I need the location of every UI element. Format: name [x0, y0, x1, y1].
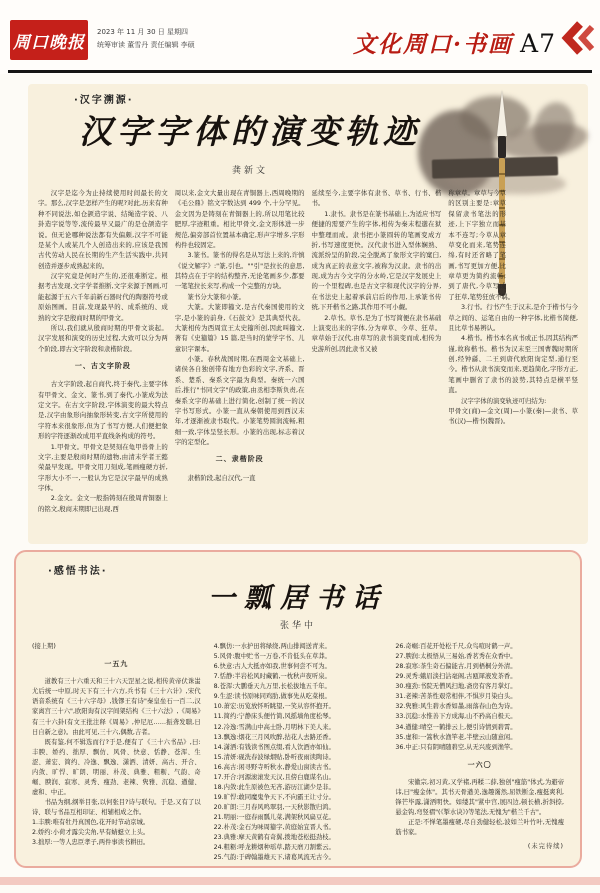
- article1-kicker: ·汉字溯源·: [74, 95, 134, 106]
- page-corner-chevron-icon: [562, 22, 594, 58]
- paragraph: 1.隶书。隶书是在篆书基础上,为适应书写便捷的需要产生的字体,相传为秦末程邈在狱中整理而成。隶书把小篆圆转的笔画变成方折,书写速度更快。汉代隶书进入型体娴熟、流派纷呈的阶段,完全脱离了象形文字的窠臼,成为真正的表意文字,被称为汉隶。隶书的出现,成为古今文字的分水岭,它是汉字发展史上的一个里程碑,也是古文字和现代汉字的分界,在书法史上起着承前启后的作用,上承篆书传统,下开楷书之路,其作用不可小觑。: [311, 209, 442, 312]
- staff-line: 统筹审读 董雪丹 责任编辑 李硕: [97, 41, 195, 50]
- paragraph-continued: 周以来,金文大量出现在青铜器上,西周晚期的《毛公鼎》铭文字数达到 499 个,十分罕见。金文因为是铸刻在青铜器上的,所以用笔比较肥厚,字迹粗重。相比甲骨文,金文形体进一步规范,偏旁部首位置基本确定,形声字增多,字形构件也较固定。: [174, 189, 305, 249]
- ink-stick: [432, 156, 558, 178]
- newspaper-header: [0, 0, 600, 74]
- header-rule: [8, 70, 592, 73]
- paragraph: 小篆。春秋战国时期,在西周金文基础上,诸侯各自独创带有地方色彩的文字,齐系、晋系、楚系、秦系文字最为典型。秦统一六国后,推行"书同文字"的政策,由丞相李斯负责,在秦系文字的基础上进行简化,创制了统一的汉字书写形式。小篆一直从秦朝使用到西汉末年,才逐渐被隶书取代。小篆笔势圆润流畅,粗细一致,字体呈竖长形。小篆的出现,标志着汉字的定型化。: [174, 355, 305, 446]
- paragraph: 3.行书。行书产生于汉末,是介于楷书与今草之间的、运笔自由的一种字体,比楷书简便,且比草书易辨认。: [448, 303, 578, 332]
- couplet-line: 22.朴茂:金石为味周籀字,黄庭始宜晋人书。: [213, 824, 335, 832]
- section-heading: 一五九: [104, 660, 129, 669]
- to-be-continued-note: (未完待续): [527, 843, 565, 851]
- section-heading: 二、隶楷阶段: [215, 455, 264, 464]
- article-hanzi-evolution: [28, 84, 588, 544]
- article2-column-1: [32, 642, 201, 856]
- paragraph: 汉字字体的演变轨迹可归结为:: [461, 396, 547, 405]
- continued-note: (接上期): [32, 643, 56, 650]
- article2-author: 张华中: [279, 621, 316, 631]
- couplet-line: 15.清妍:砚洗春波绿烟贴,卧听夜雨读陶诗。: [213, 753, 335, 761]
- couplet-line: 35.虚和:一篙秋水渔竿老,半壁云山随意闲。: [395, 733, 517, 741]
- couplet-line: 4.飘仿:一水护田将绿绕,两山排闼送青来。: [213, 643, 331, 650]
- couplet-line: 21.明丽:一庭春雨瓢儿菜,满架秋风扁豆花。: [213, 814, 335, 822]
- couplet-line: 27.腴润:太极悟从三易始,香茗秀在众香中。: [395, 653, 517, 661]
- couplet-line: 16.高古:闲寻野寺听秋水,静爱山窗读古书。: [213, 763, 335, 771]
- article1-body: [38, 188, 578, 536]
- couplet-line: 17.开合:河源滚滚发天汉,且傍白鹿谋名山。: [213, 773, 335, 781]
- paragraph-continued: 称章草。章草与今草的区别主要是:章草保留隶书笔法的形迹,上下字独立而基本不连写;今草从章草变化而来,笔势连绵,有时还省略了笔画,书写更加方便,比章草更为简约流畅;到了唐代,今草写成了狂草,笔势狂放不羁。: [448, 189, 515, 301]
- article2-column-2: [213, 642, 383, 862]
- couplet-line: 36.中正:只有阴晴随碧空,从无兴废到渔竿。: [395, 743, 517, 751]
- paragraph: 2.金文。金文一般指铸刻在殷周青铜器上的铭文,殷商末期即已出现,西: [38, 494, 168, 513]
- article1-title: 汉字字体的演变轨迹: [79, 112, 421, 151]
- bottom-decorative-band: [0, 877, 600, 885]
- couplet-line: 13.飘逸:烟花三月风吹醉,拈花人去路还香。: [213, 733, 335, 741]
- date-line: 2023 年 11 月 30 日 星期四: [97, 28, 188, 36]
- couplet-line: 19.旷悍:敢同魔鬼争天下,不向霸王让寸分。: [213, 793, 335, 801]
- paragraph: 篆书分大篆和小篆。: [187, 292, 246, 301]
- brush-tip: [497, 90, 507, 136]
- couplet-line: 9.生涩:读书原味同鸡肋,做事先从吃菜根。: [213, 693, 331, 701]
- paragraph: 汉字是迄今为止持续使用时间最长的文字。那么,汉字是怎样产生的呢?对此,历来有种种不同说法,如仓颉造字说、结绳造字说、八卦造字说等等,流传最早又最广的是仓颉造字说。但无论哪种说法都有失偏颇,汉字不可能是某个人或某几个人创造出来的,应该是我国古代劳动人民在长期的生产生活实践中,共同创造并逐步成熟起来的。: [38, 189, 168, 270]
- couplet-line: 32.隽雅:风生碧水香如墨,雨落春山色为诗。: [395, 703, 517, 711]
- couplet-line: 23.典雅:摩天黄鹤有奇翼,拨地苍松挺劲枝。: [213, 834, 335, 842]
- section-title: 文化周口·书画: [353, 31, 514, 58]
- paragraph: 2.草书。草书,是为了书写简便在隶书基础上演变出来的字体,分为章草、今草、狂草。章草始于汉代,由草写的隶书演变而成,相传为史游所创,因此隶书又被: [311, 313, 442, 353]
- article2-kicker: ·感悟书法·: [48, 566, 108, 577]
- paragraph: 古文字阶段,起自商代,终于秦代,主要字体有甲骨文、金文、篆书,到了秦代,小篆成为法定文字。在古文字阶段,字体演变的最大特点是,汉字由象形向抽象形转变,古文字所使用的字符本来很象形,但为了书写方便,人们便把象形的字符逐渐改成用平直线条构成的符号。: [38, 380, 168, 441]
- couplet-line: 33.沉稳:水惟善下方成海,山不矜高自极天。: [395, 713, 517, 721]
- section-heading: 一、古文字阶段: [74, 362, 131, 370]
- couplet-line: 10.萧宏:历览放怀听眺望,一笑从容怀抱开。: [213, 703, 335, 711]
- couplet-line: 31.老辣:苦茶性艰常相伴,不惧岁月染白头。: [395, 693, 517, 701]
- paragraph: 所以,我们就从殷商时期的甲骨文谈起。汉字发展和演变的历史过程,大致可以分为两个阶段,即古文字阶段和隶楷阶段。: [38, 323, 168, 353]
- couplet-line: 24.粗粝:呼龙耕烟种瑶草,踏天磨刀割紫云。: [213, 844, 335, 852]
- paragraph: 1.甲骨文。甲骨文是契刻在龟甲兽骨上的文字,主要是殷商时期的遗物,由清末学者王懿荣最早发现。甲骨文用刀刻成,笔画瘦硬方折,字形大小不一,一般认为它是汉字最早的成熟字体。: [38, 442, 168, 493]
- paragraph: 3.篆书。篆书的得名是从写法上来的,许慎《说文解字》:"篆,引也。""引"是拉长的意思,其特点在于字的结构整齐,无论笔画多少,都要一笔笔拉长来写,构成一个完整的方块。: [174, 251, 305, 291]
- couplet-line: 11.简约:宁静床头便竹简,风摇墙角度松琴。: [213, 713, 335, 721]
- article2-title: 一瓢居书话: [208, 583, 388, 614]
- couplet-line: 26.奇崛:百花开处松千尺,众鸟喧时鹤一声。: [395, 643, 517, 650]
- masthead-logo: 周口晚报: [10, 20, 88, 60]
- paragraph: 隶楷阶段,起自汉代,一直: [187, 473, 256, 482]
- article2-body: [32, 642, 565, 862]
- issue-info: [97, 26, 195, 53]
- article1-column-4: [448, 188, 578, 536]
- couplet-line: 2.娇约:小荷才露尖尖角,早有蜻蜓立上头。: [32, 829, 150, 837]
- article-yipiaoju-shuhua: [14, 550, 582, 868]
- article1-column-1: [38, 188, 168, 536]
- section-header: [353, 26, 556, 59]
- couplet-line: 28.寂寒:茶生奇石偏能古,月到梧桐分外清。: [395, 663, 517, 671]
- brush-wrap-spacer: [506, 188, 578, 286]
- couplet-line: 20.旷朗:三月春风鸣翠羽,一天秋影散归鸿。: [213, 804, 335, 811]
- paragraph: 宋徽宗,初习黄,又学褚,再糅二薛,独创"瘦筋"体式,为避帝讳,曰"瘦金体"。其书天骨遒美,逸趣霭然,屈铁断金,瘦挺爽利,锋芒毕露,潇洒明快。如缕其"紧中宫,展四边,顿长横,折斜捺,悬金钩,弯竖褶"(《掣水诀》)等笔法,无愧为"楷兰千古"。: [395, 778, 565, 817]
- couplet-line: 6.快意:古人大抵亦如我,世事何尝不可为。: [213, 663, 331, 671]
- paragraph: 正是:不惮笔墨瘦硬,尽自劲健轻松,波如兰叶竹叶,无愧瘦筋书家。: [395, 819, 565, 837]
- paragraph: 大篆。大篆即籀文,是古代秦国使用的文字,是小篆的前身,《石鼓文》是其典型代表。大篆相传为西周宣王太史籀所创,因此叫籀文,著有《史籀篇》15 篇,是当时的蒙学字书、儿童识字课本。: [174, 303, 305, 353]
- article2-column-3: [395, 642, 564, 856]
- couplet-line: 14.潇洒:有钱读书图点缀,看人饮酒亦如仙。: [213, 743, 335, 751]
- paragraph: 汉字究竟是何时产生的,还很难断定。根据考古发现,文字学者推断,文字来源于图画,可能起源于五六千年前新石器时代的陶器符号或原始图画。目前,发现最早的、成系统的、成熟的文字是殷商时期的甲骨文。: [38, 272, 168, 322]
- couplet-line: 8.苍浑:大鹏垂天九万里,长松拔地五千年。: [213, 683, 331, 691]
- paragraph: 书品为纲,纲举目张,以何张目?诗与联句。于是,又有了以诗、联与书品互相印证、相辅相成之作。: [32, 799, 201, 817]
- paragraph: 既有鉴,何不辑选而行?于是,便有了《三十六书品》,曰:丰腴、娇约、拙厚、飘仿、风骨、快意、恬静、苍浑、生涩、萧宏、简约、冷逸、飘逸、潇洒、清妍、高古、开合、内敛、旷悍、旷朗、明丽、朴茂、典雅、粗粝、气韵、奇崛、腴润、寂寒、灵秀、瘦劲、老辣、隽雅、沉稳、遒健、虚和、中正。: [32, 738, 201, 796]
- couplet-line: 3.拙厚:一等人忠臣孝子,两件事读书耕田。: [32, 839, 150, 847]
- couplet-line: 5.风骨:腹中贮书一万卷,不肯低头在草莽。: [213, 653, 331, 661]
- couplet-line: 1.丰腴:唯有牡丹真国色,花开时节动京城。: [32, 819, 150, 827]
- couplet-line: 34.遒健:晴空一鹤排云上,便引诗情到碧霄。: [395, 723, 517, 731]
- couplet-line: 30.瘦劲:书院无僧风扫地,斋房有客月掌灯。: [395, 683, 517, 691]
- page-number: A7: [520, 29, 556, 58]
- paragraph: 道教有三十六重天和三十六天罡星之说,相传黄帝伏诛蚩尤后统一中原,时天下有三十六方,兵书有《三十六计》,宋代语音系统有《三十六字母》,钱镠王有诗"秦皇垒石一百二,汉家离宫三十六",欧阳询有汉字间架结构《三十六法》,《周易》有三十六卦(有文王批注释《周易》,仲尼厄……振聋发聩,日日自新之意)。由此可见,三十六,偶数,吉者。: [32, 678, 201, 736]
- article1-author: 龚新文: [231, 166, 268, 176]
- couplet-line: 29.灵秀:蛾眉淡扫沾毫阁,古瓯犀液发茶香。: [395, 673, 517, 681]
- paragraph-continued: 延续至今,主要字体有隶书、草书、行书、楷书。: [311, 189, 442, 208]
- article1-column-3: [312, 188, 442, 536]
- paragraph-continued: 甲骨文(商)—金文(周)—小篆(秦)—隶书、草书(汉)—楷书(魏晋)。: [448, 406, 578, 426]
- couplet-line: 25.气韵:于碑翰墨雄天下,诸葛风流无古今。: [213, 854, 335, 862]
- article1-column-2: [175, 188, 305, 536]
- brush-ferrule: [498, 136, 506, 158]
- couplet-line: 7.恬静:半岩松风时藏鹤,一枕秋声夜听泉。: [213, 673, 331, 681]
- section-heading: 一六〇: [467, 760, 492, 769]
- couplet-line: 18.内敛:此生原被色无吝,游历江湖少是非。: [213, 783, 335, 791]
- couplet-line: 12.冷逸:雪满山中高士卧,月明林下美人来。: [213, 723, 335, 731]
- paragraph: 4.楷书。楷书本名真书或正书,因其结构严谨,故称楷书。楷书为汉末至三国曹魏时期所创,经钟繇、二王到唐代欧阳询定型,通行至今。楷书从隶书演变而来,更趋简化,字形方正,笔画中删省了隶书的波势,其特点是横平竖直。: [448, 334, 578, 395]
